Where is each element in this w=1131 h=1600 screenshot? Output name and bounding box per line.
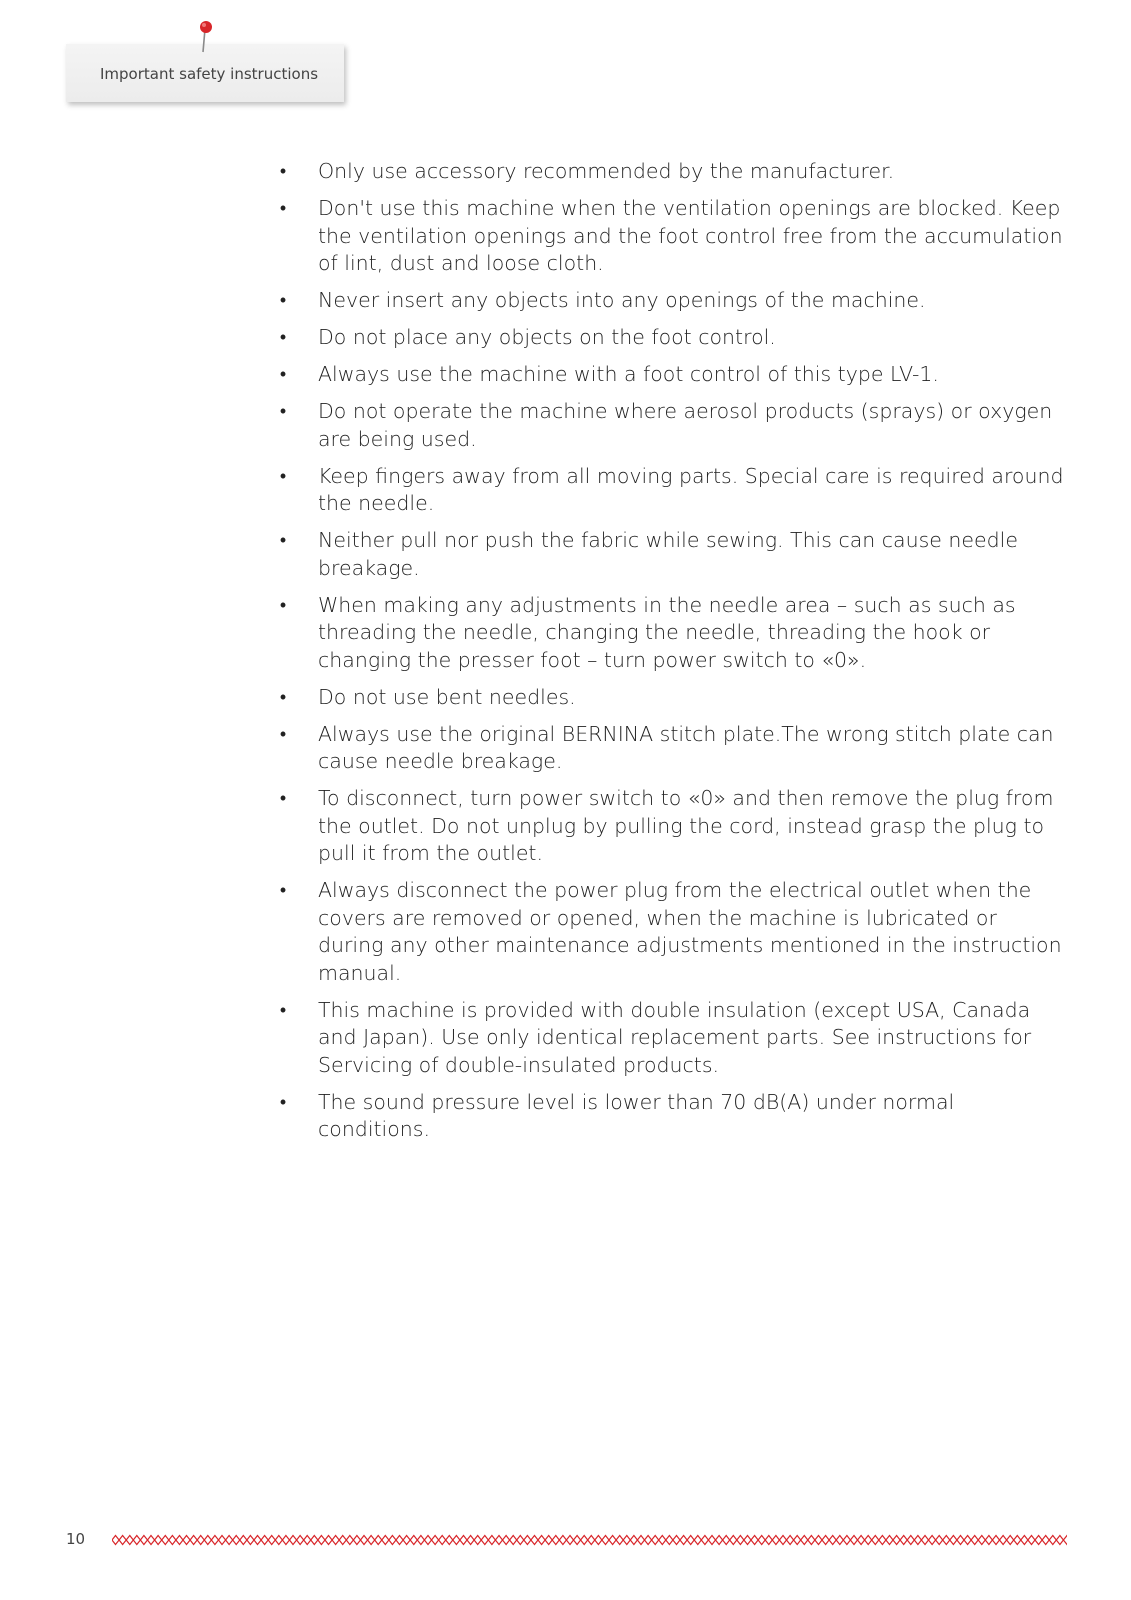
page-number: 10 (66, 1530, 86, 1548)
list-item (276, 398, 1066, 453)
bullet-icon: • (279, 723, 287, 745)
bullet-icon: • (279, 161, 287, 182)
list-item-text: Do not operate the machine where aerosol products (sprays) or oxygen are being used. (318, 399, 1053, 451)
safety-bullet-list (276, 158, 1066, 1144)
list-item-text: To disconnect, turn power switch to «0» and then remove the plug from the outlet. Do not unplug by pulling the cord, instead grasp the plug to pull it from the outlet. (318, 786, 1054, 865)
bullet-icon: • (279, 327, 287, 348)
list-item (276, 877, 1066, 987)
list-item-text: Do not place any objects on the foot control. (318, 325, 776, 349)
list-item (276, 195, 1066, 278)
zigzag-stitch-decoration (112, 1534, 1067, 1546)
bullet-icon: • (279, 530, 287, 551)
list-item-text: Keep fingers away from all moving parts. Special care is required around the needle. (318, 463, 1064, 515)
push-pin-icon (196, 20, 216, 54)
list-item (276, 785, 1066, 868)
list-item-text: Always use the original BERNINA stitch plate.The wrong stitch plate can cause needle breakage. (318, 721, 1054, 773)
list-item (276, 361, 1066, 389)
bullet-icon: • (279, 401, 287, 422)
list-item (276, 324, 1066, 352)
list-item-text: Don't use this machine when the ventilation openings are blocked. Keep the ventilation openings and the foot control free from the accumulation of lint, dust and loose cloth. (318, 196, 1063, 275)
list-item-text: Never insert any objects into any openings of the machine. (318, 288, 926, 312)
bullet-icon: • (279, 999, 287, 1021)
safety-instructions-content (276, 158, 1066, 1153)
list-item (276, 1089, 1066, 1144)
bullet-icon: • (279, 290, 287, 311)
list-item-text: When making any adjustments in the needle area – such as such as threading the needle, changing the needle, threading the hook or changing the presser foot – turn power switch to «0». (318, 592, 1016, 672)
list-item (276, 287, 1066, 315)
list-item-text: Only use accessory recommended by the manufacturer. (318, 159, 895, 183)
list-item-text: The sound pressure level is lower than 70 dB(A) under normal conditions. (318, 1089, 955, 1141)
list-item-text: This machine is provided with double insulation (except USA, Canada and Japan). Use only identical replacement parts. See instructions for Servicing of double-insulated products. (318, 997, 1032, 1077)
list-item (276, 592, 1066, 675)
stitch-path (112, 1536, 1067, 1545)
bullet-icon: • (279, 880, 287, 901)
bullet-icon: • (279, 686, 287, 708)
list-item (276, 721, 1066, 776)
list-item-text: Always disconnect the power plug from the electrical outlet when the covers are removed or opened, when the machine is lubricated or during any other maintenance adjustments mentioned in the instruction manual. (318, 878, 1062, 985)
bullet-icon: • (279, 198, 287, 219)
list-item-text: Always use the machine with a foot control of this type LV-1. (318, 362, 939, 386)
bullet-icon: • (279, 788, 287, 809)
bullet-icon: • (279, 1091, 287, 1113)
list-item (276, 684, 1066, 712)
section-title: Important safety instructions (100, 65, 319, 83)
bullet-icon: • (279, 594, 287, 616)
bullet-icon: • (279, 364, 287, 385)
list-item-text: Do not use bent needles. (318, 684, 576, 709)
list-item (276, 527, 1066, 582)
bullet-icon: • (279, 465, 287, 487)
list-item (276, 158, 1066, 186)
list-item-text: Neither pull nor push the fabric while sewing. This can cause needle breakage. (318, 528, 1018, 580)
list-item (276, 997, 1066, 1080)
list-item (276, 463, 1066, 518)
